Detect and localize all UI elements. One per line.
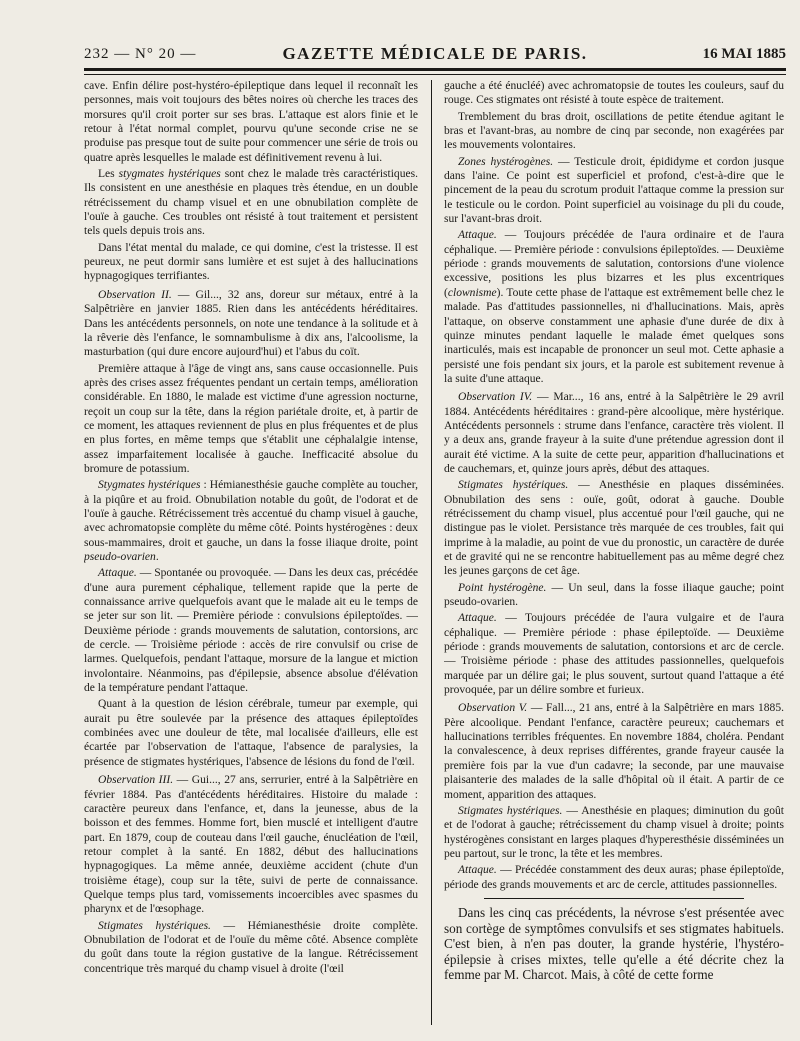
text-run: — Hémianesthésie droite complète. Obnubilation de l'odorat et de l'ouïe du même côté. Absence complète du goût dans toute la région gustative de la langue. Rétrécissement concentrique très marqué du champ visuel à droite (l'œil xyxy=(84,919,418,975)
text-run: — Anesthésie en plaques disséminées. Obnubilation des sens : ouïe, goût, odorat à gauche. Double rétrécissement du champ visuel, plus accentué pour l'œil gauche, qui ne distingue pas le violet. Persistance très marquée de ces troubles, fait qui imprime à la maladie, au point de vue du pronostic, un caractère de durée et de gravité qui ne se rencontre habituellement pas au même degré chez les jeunes garçons de cet âge. xyxy=(444,479,784,578)
text-run: Première attaque à l'âge de vingt ans, sans cause occasionnelle. Puis après des crises assez fréquentes pendant un certain temps, amélioration considérable. En 1880, le malade est victime d'une agression nocturne, reçoit un coup sur la tête, dans la région pariétale droite, et, à partir de ce moment, les attaques reviennent de plus en plus fréquentes et de plus en plus fortes, en même temps que s'établit une céphalalgie intense, assez imparfaitement localisée à gauche. Inefficacité absolue du bromure de potassium. xyxy=(84,362,418,475)
right-paragraph xyxy=(444,155,784,227)
italic-run: Stygmates hystériques xyxy=(98,479,201,492)
right-paragraph xyxy=(444,804,784,861)
text-run: — Fall..., 21 ans, entré à la Salpêtrière en mars 1885. Père alcoolique. Pendant l'enfance, caractère peureux; cauchemars et hallucinations terribles fréquentes. En novembre 1884, choléra. Pendant la convalescence, à deux reprises différentes, grande frayeur causée la première fois par la vue d'un cadavre; la seconde, par une mauvaise plaisanterie des malades de la salle d'hôpital où il était. A partir de ce moment, apparition des attaques. xyxy=(444,702,784,801)
text-run: — Testicule droit, épididyme et cordon jusque dans l'aine. Ce point est superficiel et profond, c'est-à-dire que le pincement de la peau du scrotum produit l'attaque comme la pression sur le testicule ou le cordon. Point superficiel au voisinage du pli du coude, sur l'avant-bras droit. xyxy=(444,155,784,226)
text-run: : Hémianesthésie gauche complète au toucher, à la piqûre et au froid. Obnubilation notable du goût, de l'odorat et de l'ouïe à gauche. Rétrécissement très accentué du champ visuel à gauche, avec achromatopsie complète du même côté. Points hystérogènes : deux sous-mammaires, droit et gauche, un dans la fosse iliaque droite, point xyxy=(84,479,418,549)
italic-run: Stigmates hystériques. xyxy=(458,804,563,817)
text-run: Dans les cinq cas précédents, la névrose s'est présentée avec son cortège de symptômes convulsifs et ses stigmates habituels. C'est bien, à n'en pas douter, la grande hystérie, l'hystéro-épilepsie à crises mixtes, telle qu'elle a été décrite chez la femme par M. Charcot. Mais, à côté de cette forme xyxy=(444,904,784,983)
italic-run: stygmates hystériques xyxy=(118,168,221,181)
italic-run: Observation II. xyxy=(98,288,172,301)
text-run: . xyxy=(155,551,159,563)
text-run: Tremblement du bras droit, oscillations de petite étendue agitant le bras et l'avant-bras, au nombre de cinq par seconde, non exagérées par les mouvements volontaires. xyxy=(444,110,784,152)
left-paragraph xyxy=(84,566,418,695)
right-paragraph xyxy=(444,79,784,108)
right-paragraph xyxy=(444,390,784,476)
text-run: Les xyxy=(98,168,119,181)
text-run: — Spontanée ou provoquée. — Dans les deux cas, précédée d'une aura purement céphalique, tellement rapide que la perte de connaissance arrive quelquefois avant que le malade ait eu le temps de se jeter sur son lit. — Première période : convulsions épileptoïdes. — Deuxième période : grands mouvements de salutation, contorsions, arc de cercle. — Troisième période : accès de rire convulsif ou crise de larmes. Quelquefois, pendant l'attaque, morsure de la langue et miction involontaire. Néanmoins, pas d'épilepsie, absence absolue d'élévation de la température pendant l'attaque. xyxy=(84,567,418,695)
text-run: — Toujours précédée de l'aura ordinaire et de l'aura céphalique. — Première période : convulsions épileptoïdes. — Deuxième période : grands mouvements de salutation, contorsions d'une violence excessive, positions les plus bizarres et les plus excentriques ( xyxy=(444,229,784,299)
text-run: gauche a été énucléé) avec achromatopsie de toutes les couleurs, sauf du rouge. Ces stigmates ont résisté à toute espèce de traitement. xyxy=(444,80,784,107)
left-paragraph xyxy=(84,773,418,916)
italic-run: Stigmates hystériques. xyxy=(458,479,569,492)
text-run: Quant à la question de lésion cérébrale, tumeur par exemple, qui aurait pu être soulevée par la présence des attaques épileptoïdes combinées avec une douleur de tête, mal localisée d'ailleurs, elle est écartée par l'observation de l'attaque, l'absence de paralysies, la présence de stigmates hystériques, l'absence de lésions du fond de l'œil. xyxy=(84,698,418,768)
right-column xyxy=(444,79,784,1029)
left-column xyxy=(84,79,418,1029)
right-paragraph xyxy=(444,611,784,697)
italic-run: Attaque. xyxy=(458,612,497,625)
section-separator xyxy=(484,898,744,899)
left-paragraph xyxy=(84,697,418,769)
text-run: — Gui..., 27 ans, serrurier, entré à la Salpêtrière en février 1884. Pas d'antécédents héréditaires. Histoire du malade : caractère peureux dans l'enfance, et, dans la jeunesse, abus de la boisson et des femmes. Homme fort, bien musclé et intelligent d'autre part. En 1879, coup de couteau dans l'œil gauche, énucléation de l'œil, retour complet à la santé. En 1882, début des hallucinations hypnagogiques. La même année, deuxième accident (chute d'un troisième étage), coup sur la tête, suivi de perte de connaissance. Quelque temps plus tard, vomissements incoercibles avec spasmes du pharynx et de l'œsophage. xyxy=(84,774,418,916)
left-paragraph xyxy=(84,288,418,360)
running-header xyxy=(84,44,786,66)
italic-run: Observation V. xyxy=(458,702,528,715)
issue-date: 16 MAI 1885 xyxy=(702,46,786,62)
left-paragraph xyxy=(84,919,418,976)
left-paragraph xyxy=(84,79,418,165)
text-run: — Anesthésie en plaques; diminution du goût et de l'odorat à gauche; rétrécissement du champ visuel à droite; points hystérogènes consistant en larges plaques d'hyperesthésie disséminées un peu partout, sur le tronc, la tête et les membres. xyxy=(444,804,784,860)
header-rule-thick xyxy=(84,68,786,71)
italic-run: pseudo-ovarien xyxy=(84,551,156,563)
text-run: ). Toute cette phase de l'attaque est extrêmement belle chez le malade. Pas d'attitudes passionnelles, ni d'hallucinations. Mais, après l'attaque, on observe constamment une aphasie d'une durée de dix à quinze minutes pendant laquelle le malade émet quelques sons inarticulés, mais est incapable de prononcer un seul mot. Cette aphasie a persisté une fois pendant six jours, et la parole est subitement revenue à la suite d'une attaque. xyxy=(444,286,784,385)
left-paragraph xyxy=(84,167,418,239)
text-run: — Précédée constamment des deux auras; phase épileptoïde, période des grands mouvements et arc de cercle, attitudes passionnelles. xyxy=(444,864,784,891)
text-run: — Gil..., 32 ans, doreur sur métaux, entré à la Salpêtrière en janvier 1885. Rien dans les antécédents héréditaires. Dans les antécédents personnels, on note une tendance à la solitude et à la rêverie dès l'enfance, le somnambulisme à dix ans, l'alcoolisme, la masturbation (qui dure encore aujourd'hui) et l'abus du coït. xyxy=(84,288,418,359)
italic-run: Observation III. xyxy=(98,774,174,787)
italic-run: Observation IV. xyxy=(458,391,533,404)
right-paragraph xyxy=(444,478,784,578)
column-divider xyxy=(431,80,432,1025)
right-paragraph xyxy=(444,110,784,153)
text-run: Dans l'état mental du malade, ce qui domine, c'est la tristesse. Il est peureux, ne peut dormir sans lumière et est sujet à des hallucinations hypnagogiques terrifiantes. xyxy=(84,241,418,283)
italic-run: clownisme xyxy=(447,286,497,299)
italic-run: Point hystérogène. xyxy=(458,581,547,594)
italic-run: Attaque. xyxy=(458,229,497,242)
text-run: — Mar..., 16 ans, entré à la Salpêtrière le 29 avril 1884. Antécédents héréditaires : grand-père alcoolique, mère hystérique. Antécédents personnels : strume dans l'enfance, caractère très violent. Il y a deux ans, grande frayeur à la suite d'une prétendue agression dont il aurait été victime. A la suite de cette peur, apparition d'hallucinations et de cauchemars, et, quinze jours après, début des attaques. xyxy=(444,391,784,475)
header-rule-thin xyxy=(84,74,786,75)
left-paragraph xyxy=(84,478,418,564)
italic-run: Attaque. xyxy=(458,864,497,877)
italic-run: Attaque. xyxy=(98,567,137,580)
right-paragraph xyxy=(444,905,784,983)
journal-title: GAZETTE MÉDICALE DE PARIS. xyxy=(282,44,588,63)
text-run: — Un seul, dans la fosse iliaque gauche; point pseudo-ovarien. xyxy=(444,581,784,609)
left-paragraph xyxy=(84,362,418,477)
right-paragraph xyxy=(444,228,784,386)
text-run: sont chez le malade très caractéristiques. Ils consistent en une anesthésie en plaques très étendue, en un double rétrécissement du champ visuel et en une obnubilation complète de l'ouïe à gauche. Ces troubles ont résisté à tout traitement et persistent tels quels depuis trois ans. xyxy=(84,168,418,238)
italic-run: Stigmates hystériques. xyxy=(98,919,211,932)
page-folio: 232 — N° 20 — xyxy=(84,46,197,62)
italic-run: Zones hystérogènes. xyxy=(458,155,554,168)
text-run: — Toujours précédée de l'aura vulgaire et de l'aura céphalique. — Première période : phase épileptoïde. — Deuxième période : grands mouvements de salutation, contorsions et arc de cercle. — Troisième période : phase des attitudes passionnelles, quelquefois marquée par un délire gai; le plus souvent, surtout quand l'attaque a été provoquée, par un délire sombre et furieux. xyxy=(444,612,784,697)
right-paragraph xyxy=(444,701,784,801)
right-paragraph xyxy=(444,581,784,610)
right-paragraph xyxy=(444,863,784,892)
left-paragraph xyxy=(84,241,418,284)
text-run: cave. Enfin délire post-hystéro-épileptique dans lequel il reconnaît les personnes, mais voit toujours des bêtes noires où cherche les traces des morsures qu'il croit porter sur ses bras. L'attaque est alors finie et le retour à l'état normal complet, pourvu qu'une seconde crise ne se produise pas presque tout de suite pour commencer une série de trois ou quatre après lesquelles le malade est définitivement revenu à lui. xyxy=(84,80,418,164)
